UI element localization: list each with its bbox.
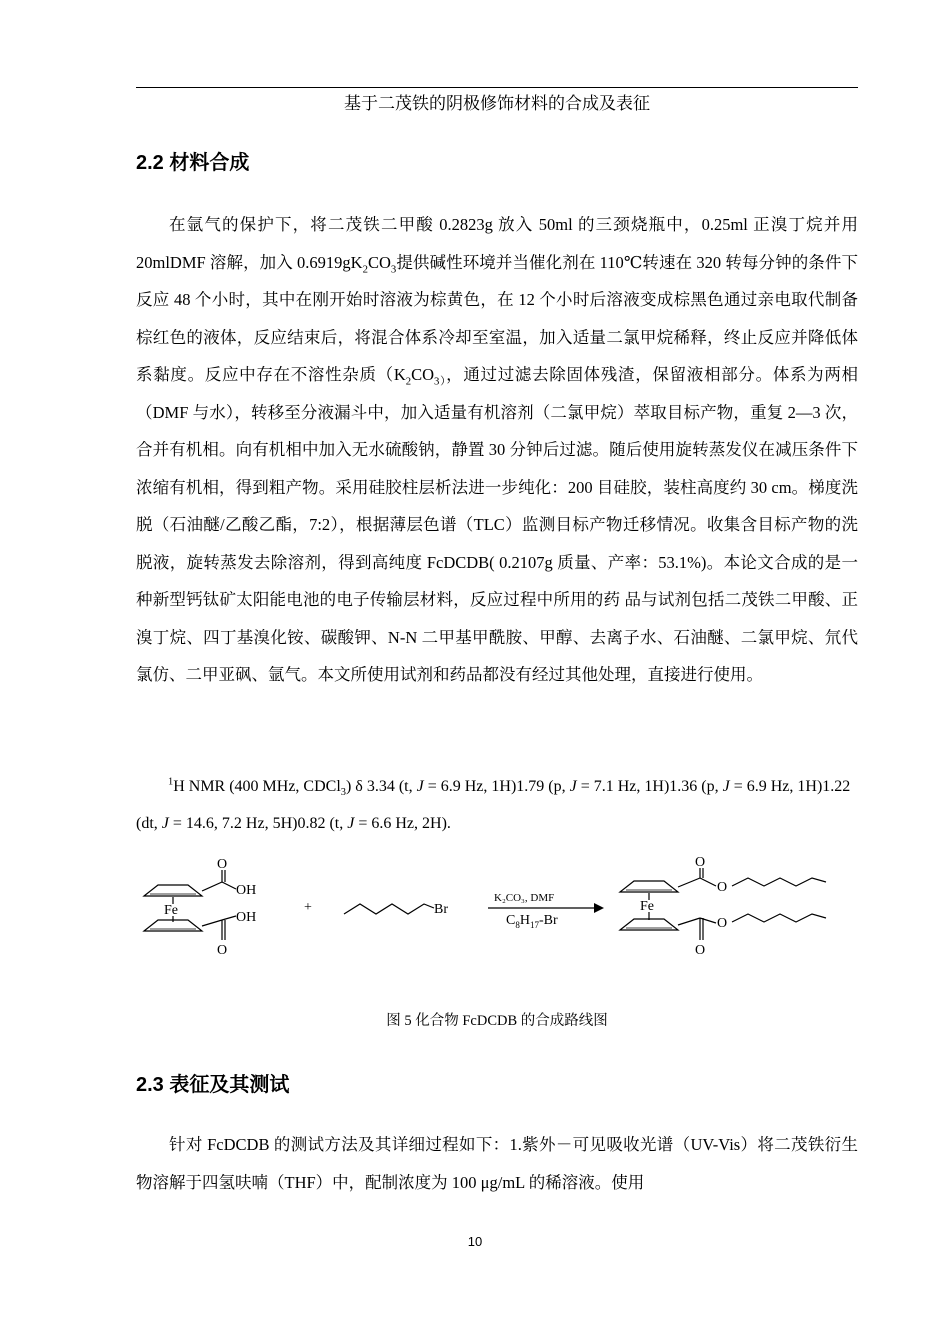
o-product-bottom-ester: O [717,916,728,931]
figure-caption: 图 5 化合物 FcDCDB 的合成路线图 [386,1013,608,1029]
o-product-top-carbonyl: O [695,856,706,870]
nmr-data-paragraph: $^1$H NMR (400 MHz, CDCl$_3$) δ 3.34 (t, J = 6.9 Hz, 1H)1.79 (p, J = 7.1 Hz, 1H)1.36 (p, J = 6.9 Hz, 1H)1.22 (dt, J = 14.6, 7.2 Hz, 5H)0.82 (t, J = 6.6 Hz, 2H). [136,776,851,832]
reagent-bottom-label: $C_8H_{17}-Br$ [506,913,558,930]
ferrocene-reactant [144,870,236,940]
oh-bottom-label: OH [236,910,257,925]
o-top-label: O [217,857,228,872]
synthesis-paragraph: 在氩气的保护下，将二茂铁二甲酸 0.2823g 放入 50ml 的三颈烧瓶中，0.25ml 正溴丁烷并用 20mlDMF 溶解，加入 $0.6919gK_2CO_3$提供碱性环境并当催化剂在 110℃转速在 320 转每分钟的条件下反应 48 个小时，其中在刚开始时溶液为棕黄色，在 12 个小时后溶液变成棕黑色通过亲电取代制备棕红色的液体，反应结束后，将混合体系冷却至室温，加入适量二氯甲烷稀释，终止反应并降低体系黏度。反应中存在不溶性杂质（$K_2CO_{3)}$，通过过滤去除固体残渣，保留液相部分。体系为两相（DMF 与水），转移至分液漏斗中，加入适量有机溶剂（二氯甲烷）萃取目标产物，重复 2—3 次，合并有机相。向有机相中加入无水硫酸钠，静置 30 分钟后过滤。随后使用旋转蒸发仪在减压条件下浓缩有机相，得到粗产物。采用硅胶柱层析法进一步纯化：200 目硅胶，装柱高度约 30 cm。梯度洗脱（石油醚/乙酸乙酯，7:2），根据薄层色谱（TLC）监测目标产物迁移情况。收集含目标产物的洗脱液，旋转蒸发去除溶剂，得到高纯度 FcDCDB( 0.2107g 质量、产率：53.1%)。本论文合成的是一种新型钙钛矿太阳能电池的电子传输层材料，反应过程中所用的药 品与试剂包括二茂铁二甲酸、正溴丁烷、四丁基溴化铵、碳酸钾、N-N 二甲基甲酰胺、甲醇、去离子水、石油醚、二氯甲烷、氘代氯仿、二甲亚砜、氩气。本文所使用试剂和药品都没有经过其他处理，直接进行使用。 [136,215,859,684]
section-heading-2-2: 2.2 材料合成 [136,152,250,174]
header-rule [136,87,858,88]
br-label: Br [434,902,448,917]
synthesis-scheme [136,856,858,976]
running-header: 基于二茂铁的阴极修饰材料的合成及表征 [344,94,650,113]
o-bottom-label: O [217,943,228,958]
o-product-top-ester: O [717,880,728,895]
reagent-top-label: K₂CO₃, DMF [494,892,555,904]
fe-left-label: Fe [164,903,178,918]
butyl-chain [344,904,434,914]
fe-right-label: Fe [640,899,654,914]
page-number: 10 [467,1234,483,1249]
plus-sign: + [304,900,312,915]
o-product-bottom-carbonyl: O [695,943,706,958]
characterization-paragraph: 针对 FcDCDB 的测试方法及其详细过程如下：1.紫外－可见吸收光谱（UV-Vis）将二茂铁衍生物溶解于四氢呋喃（THF）中，配制浓度为 100 μg/mL 的稀溶液。使用 [136,1135,858,1192]
section-heading-2-3: 2.3 表征及其测试 [136,1074,290,1096]
oh-top-label: OH [236,883,257,898]
